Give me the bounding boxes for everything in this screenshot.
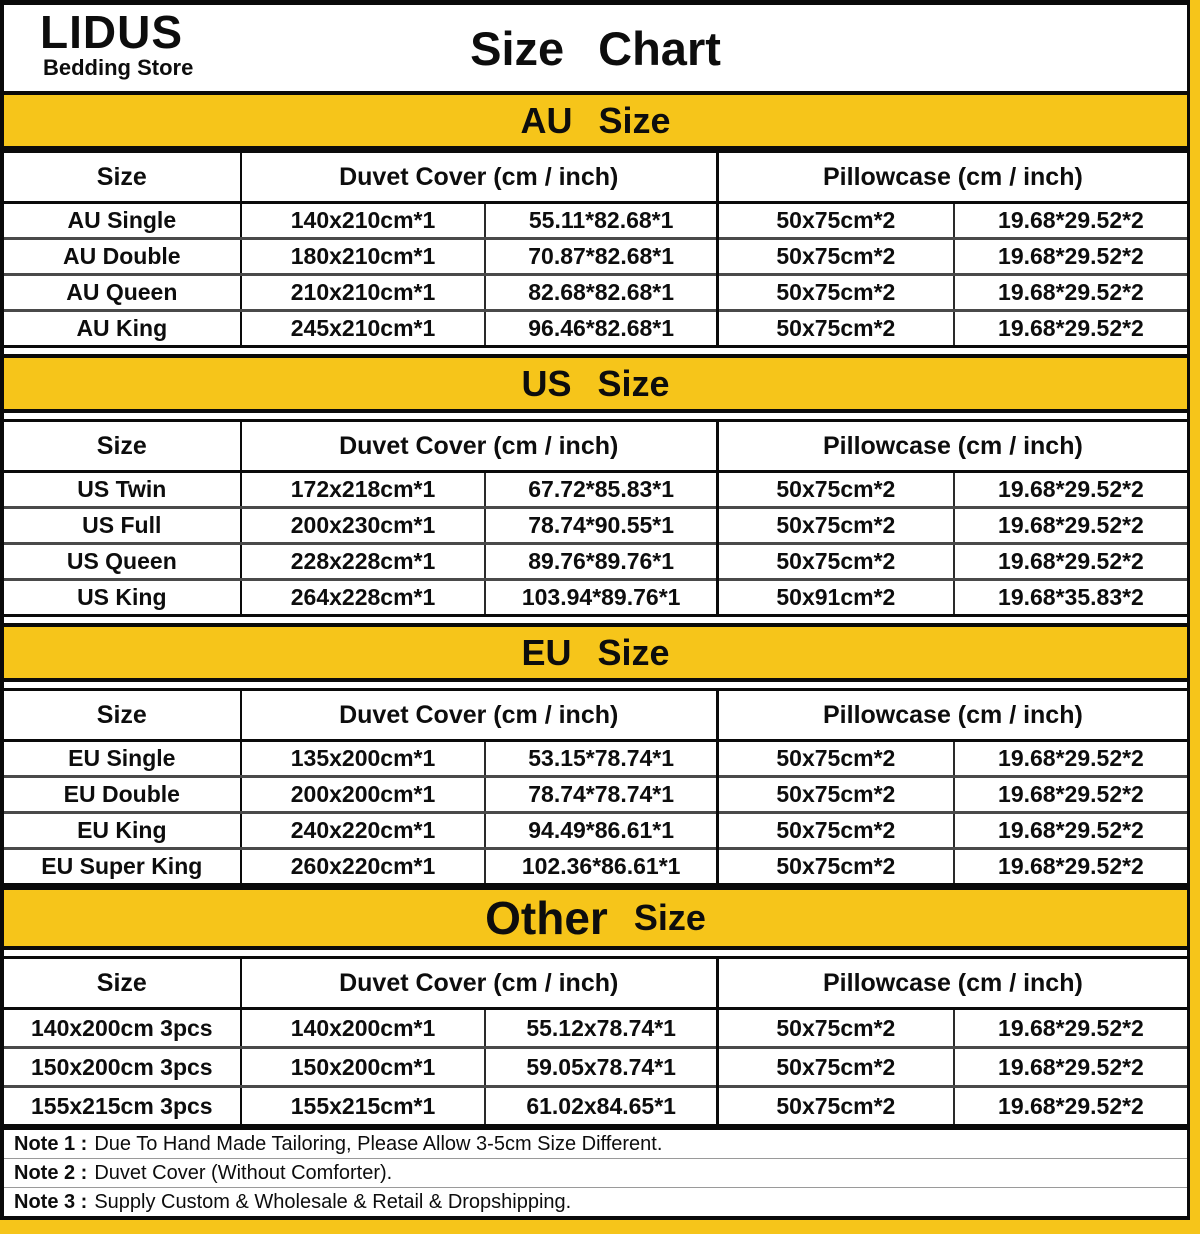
banner-label: AU xyxy=(520,99,573,141)
banner-label: Size xyxy=(597,631,670,673)
row-value-cell: 19.68*35.83*2 xyxy=(954,580,1187,616)
row-value-cell: 55.12x78.74*1 xyxy=(485,1009,717,1048)
note-row xyxy=(4,1130,1187,1158)
row-value-cell: 59.05x78.74*1 xyxy=(485,1048,717,1087)
row-value-cell: 228x228cm*1 xyxy=(241,544,486,580)
row-value-cell: 200x200cm*1 xyxy=(241,777,486,813)
column-header-size: Size xyxy=(4,690,241,741)
store-name: LIDUS xyxy=(40,6,183,58)
row-size-cell: US Twin xyxy=(4,472,241,508)
table-header-row xyxy=(4,421,1187,472)
row-size-cell: EU Double xyxy=(4,777,241,813)
notes xyxy=(4,1127,1187,1220)
row-value-cell: 210x210cm*1 xyxy=(241,275,486,311)
table-row xyxy=(4,777,1187,813)
note-text: Duvet Cover (Without Comforter). xyxy=(94,1161,393,1184)
section-banner-au xyxy=(4,91,1187,150)
column-header-size: Size xyxy=(4,152,241,203)
page-title xyxy=(4,21,1187,76)
row-value-cell: 61.02x84.65*1 xyxy=(485,1087,717,1126)
row-value-cell: 19.68*29.52*2 xyxy=(954,311,1187,347)
row-value-cell: 260x220cm*1 xyxy=(241,849,486,885)
store-tagline: Bedding Store xyxy=(43,55,194,80)
row-value-cell: 50x75cm*2 xyxy=(717,1087,954,1126)
table-row xyxy=(4,508,1187,544)
note-text: Supply Custom & Wholesale & Retail & Dropshipping. xyxy=(94,1190,572,1213)
table-row xyxy=(4,813,1187,849)
row-value-cell: 19.68*29.52*2 xyxy=(998,476,1144,502)
row-value-cell: 135x200cm*1 xyxy=(241,741,486,777)
row-value-cell: 19.68*29.52*2 xyxy=(954,1087,1187,1126)
row-value-cell: 19.68*29.52*2 xyxy=(954,849,1187,885)
column-header-pillowcase: Pillowcase (cm / inch) xyxy=(717,421,1187,472)
row-value-cell: 19.68*29.52*2 xyxy=(998,745,1144,771)
banner-label: Other xyxy=(485,892,608,944)
table-row xyxy=(4,275,1187,311)
row-value-cell: 19.68*29.52*2 xyxy=(954,777,1187,813)
banner-label: EU xyxy=(521,631,572,673)
row-value-cell: 50x75cm*2 xyxy=(717,275,954,311)
row-value-cell: 96.46*82.68*1 xyxy=(485,311,717,347)
section-eu xyxy=(4,623,1187,886)
table-row xyxy=(4,472,1187,508)
row-size-cell: AU Double xyxy=(4,239,241,275)
banner-label: Size xyxy=(633,897,706,938)
row-value-cell: 67.72*85.83*1 xyxy=(485,472,717,508)
row-size-cell: EU King xyxy=(4,813,241,849)
banner-label: Size xyxy=(597,362,670,404)
table-row xyxy=(4,311,1187,347)
row-value-cell: 19.68*29.52*2 xyxy=(954,544,1187,580)
row-value-cell: 50x75cm*2 xyxy=(717,1048,954,1087)
row-value-cell: 172x218cm*1 xyxy=(241,472,486,508)
row-size-cell: US King xyxy=(4,580,241,616)
column-header-duvet: Duvet Cover (cm / inch) xyxy=(241,958,718,1009)
row-value-cell: 50x75cm*2 xyxy=(717,813,954,849)
row-value-cell: 89.76*89.76*1 xyxy=(485,544,717,580)
row-value-cell: 82.68*82.68*1 xyxy=(485,275,717,311)
row-size-cell: EU Super King xyxy=(4,849,241,885)
row-value-cell: 19.68*29.52*2 xyxy=(998,1014,1144,1041)
table-row xyxy=(4,1009,1187,1048)
row-value-cell: 50x75cm*2 xyxy=(717,741,954,777)
row-value-cell: 94.49*86.61*1 xyxy=(485,813,717,849)
section-banner-us xyxy=(4,354,1187,413)
table-header-row xyxy=(4,958,1187,1009)
row-value-cell: 264x228cm*1 xyxy=(241,580,486,616)
row-size-cell: US Queen xyxy=(4,544,241,580)
section-banner-eu xyxy=(4,623,1187,682)
row-value-cell: 50x91cm*2 xyxy=(717,580,954,616)
row-value-cell: 245x210cm*1 xyxy=(241,311,486,347)
note-text: Due To Hand Made Tailoring, Please Allow 3-5cm Size Different. xyxy=(94,1132,663,1155)
us-size-table xyxy=(4,419,1187,617)
row-value-cell: 140x210cm*1 xyxy=(241,203,486,239)
column-header-pillowcase: Pillowcase (cm / inch) xyxy=(717,958,1187,1009)
row-value-cell: 50x75cm*2 xyxy=(717,311,954,347)
row-value-cell: 19.68*29.52*2 xyxy=(954,1048,1187,1087)
banner-label: Size xyxy=(598,99,671,141)
row-value-cell: 55.11*82.68*1 xyxy=(485,203,717,239)
bottom-yellow-strip xyxy=(0,1220,1200,1234)
column-header-size: Size xyxy=(4,958,241,1009)
row-value-cell: 180x210cm*1 xyxy=(241,239,486,275)
row-size-cell: EU Single xyxy=(4,741,241,777)
column-header-duvet: Duvet Cover (cm / inch) xyxy=(241,690,718,741)
page-header xyxy=(4,0,1187,91)
row-value-cell: 19.68*29.52*2 xyxy=(954,813,1187,849)
eu-size-table xyxy=(4,688,1187,886)
note-label: Note 1 : xyxy=(14,1132,88,1155)
au-size-table xyxy=(4,150,1187,348)
table-row xyxy=(4,544,1187,580)
table-row xyxy=(4,203,1187,239)
row-size-cell: US Full xyxy=(4,508,241,544)
column-header-size: Size xyxy=(4,421,241,472)
row-value-cell: 50x75cm*2 xyxy=(717,508,954,544)
row-value-cell: 50x75cm*2 xyxy=(717,544,954,580)
column-header-duvet: Duvet Cover (cm / inch) xyxy=(241,421,718,472)
table-row xyxy=(4,1087,1187,1126)
column-header-pillowcase: Pillowcase (cm / inch) xyxy=(717,152,1187,203)
note-label: Note 3 : xyxy=(14,1190,88,1213)
table-row xyxy=(4,849,1187,885)
column-header-pillowcase: Pillowcase (cm / inch) xyxy=(717,690,1187,741)
row-size-cell: 140x200cm 3pcs xyxy=(4,1009,241,1048)
row-size-cell: AU Single xyxy=(4,203,241,239)
page-title-word1: Size xyxy=(470,22,565,75)
row-size-cell: AU Queen xyxy=(4,275,241,311)
row-size-cell: 155x215cm 3pcs xyxy=(4,1087,241,1126)
row-value-cell: 50x75cm*2 xyxy=(717,777,954,813)
row-value-cell: 19.68*29.52*2 xyxy=(954,508,1187,544)
row-value-cell: 50x75cm*2 xyxy=(717,239,954,275)
section-au xyxy=(4,91,1187,354)
row-value-cell: 50x75cm*2 xyxy=(717,472,954,508)
table-header-row xyxy=(4,690,1187,741)
row-value-cell: 50x75cm*2 xyxy=(717,849,954,885)
row-value-cell: 50x75cm*2 xyxy=(717,203,954,239)
row-size-cell: AU King xyxy=(4,311,241,347)
table-row xyxy=(4,239,1187,275)
row-value-cell: 78.74*78.74*1 xyxy=(485,777,717,813)
row-value-cell: 53.15*78.74*1 xyxy=(485,741,717,777)
row-value-cell: 103.94*89.76*1 xyxy=(485,580,717,616)
page-title-word2: Chart xyxy=(598,22,721,75)
section-other xyxy=(4,886,1187,1127)
section-us xyxy=(4,354,1187,623)
row-value-cell: 140x200cm*1 xyxy=(241,1009,486,1048)
table-row xyxy=(4,741,1187,777)
banner-label: US xyxy=(521,362,572,404)
table-header-row xyxy=(4,152,1187,203)
row-value-cell: 70.87*82.68*1 xyxy=(485,239,717,275)
row-value-cell: 155x215cm*1 xyxy=(241,1087,486,1126)
column-header-duvet: Duvet Cover (cm / inch) xyxy=(241,152,718,203)
row-value-cell: 240x220cm*1 xyxy=(241,813,486,849)
row-value-cell: 50x75cm*2 xyxy=(717,1009,954,1048)
row-value-cell: 150x200cm*1 xyxy=(241,1048,486,1087)
section-banner-other xyxy=(4,886,1187,950)
note-row xyxy=(4,1187,1187,1216)
row-size-cell: 150x200cm 3pcs xyxy=(4,1048,241,1087)
row-value-cell: 19.68*29.52*2 xyxy=(954,275,1187,311)
row-value-cell: 102.36*86.61*1 xyxy=(485,849,717,885)
note-row xyxy=(4,1158,1187,1187)
row-value-cell: 200x230cm*1 xyxy=(241,508,486,544)
note-label: Note 2 : xyxy=(14,1161,88,1184)
row-value-cell: 19.68*29.52*2 xyxy=(954,239,1187,275)
table-row xyxy=(4,1048,1187,1087)
row-value-cell: 78.74*90.55*1 xyxy=(485,508,717,544)
other-size-table xyxy=(4,956,1187,1127)
table-row xyxy=(4,580,1187,616)
row-value-cell: 19.68*29.52*2 xyxy=(998,207,1144,233)
